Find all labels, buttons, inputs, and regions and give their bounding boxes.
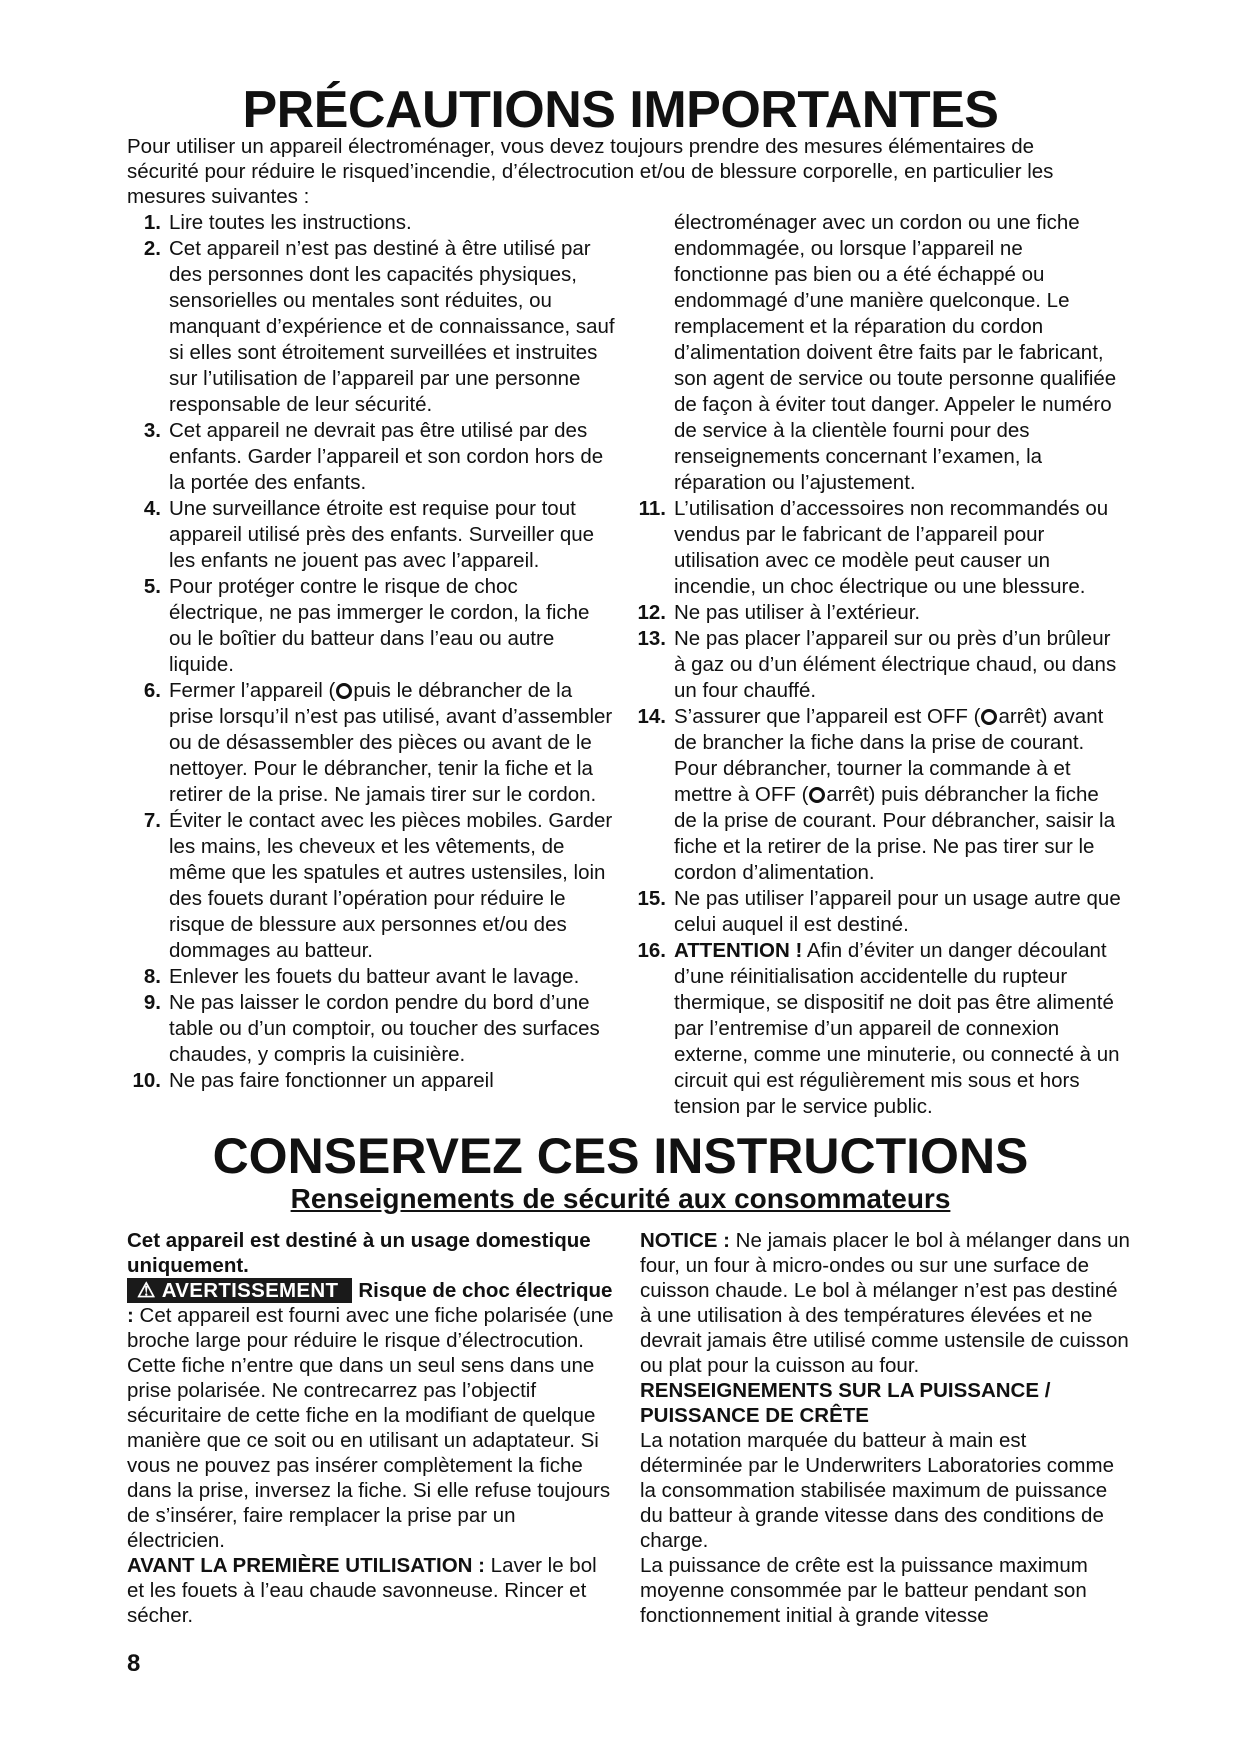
list-item: 10. Ne pas faire fonctionner un appareil [132, 1069, 494, 1092]
list-item: 5. Pour protéger contre le risque de choc électrique, ne pas immerger le cordon, la fiche ou le boîtier du batteur dans l’eau ou autre liquide. [143, 575, 590, 676]
power-off-icon [336, 683, 352, 699]
power-text-1: La notation marquée du batteur à main est déterminée par le Underwriters Laboratories comme la consommation stabilisée maximum de puissance du batteur à grande vitesse dans des conditions de charge. [640, 1429, 1114, 1552]
list-item: 15. Ne pas utiliser l’appareil pour un usage autre que celui auquel il est destiné. [637, 887, 1121, 936]
intro-paragraph: Pour utiliser un appareil électroménager, vous devez toujours prendre des mesures élémentaires de sécurité pour réduire le risqued’incendie, d’électrocution et/ou de blessure corporelle, en particulier les mesures suivantes : [127, 135, 1054, 208]
power-off-icon [981, 709, 997, 725]
list-item: 8. Enlever les fouets du batteur avant le lavage. [143, 965, 580, 988]
warning-triangle-icon: ⚠ [137, 1279, 156, 1302]
left-column [127, 210, 617, 1094]
list-item: 1. Lire toutes les instructions. [143, 211, 412, 234]
list-item: 14. S’assurer que l’appareil est OFF ( arrêt) avant de brancher la fiche dans la prise de courant. Pour débrancher, tourner la commande à et mettre à OFF ( arrêt) puis débrancher la fiche de la prise de courant. Pour débrancher, saisir la fiche et la retirer de la prise. Ne pas tirer sur le cordon d’alimentation. [637, 705, 1116, 884]
page-number: 8 [127, 1650, 141, 1677]
save-instructions-heading: CONSERVEZ CES INSTRUCTIONS [212, 1128, 1029, 1184]
list-item: 9. Ne pas laisser le cordon pendre du bord d’une table ou d’un comptoir, ou toucher des surfaces chaudes, y compris la cuisinière. [143, 991, 600, 1066]
list-item: 3. Cet appareil ne devrait pas être utilisé par des enfants. Garder l’appareil et son cordon hors de la portée des enfants. [143, 419, 604, 494]
list-item: 16. ATTENTION ! Afin d’éviter un danger découlant d’une réinitialisation accidentelle du rupteur thermique, se dispositif ne doit pas être alimenté par l’entremise d’un appareil de connexion externe, comme une minuterie, ou connecté à un circuit qui est régulièrement mis sous et hors tension par le service public. [637, 939, 1120, 1118]
consumer-safety-subtitle: Renseignements de sécurité aux consommateurs [290, 1183, 951, 1214]
list-item: 13. Ne pas placer l’appareil sur ou près d’un brûleur à gaz ou d’un élément électrique chaud, ou dans un four chauffé. [637, 627, 1117, 702]
list-item: 12. Ne pas utiliser à l’extérieur. [637, 601, 921, 624]
power-heading: RENSEIGNEMENTS SUR LA PUISSANCE / PUISSANCE DE CRÊTE [640, 1379, 1051, 1427]
power-text-2: La puissance de crête est la puissance maximum moyenne consommée par le batteur pendant son fonctionnement initial à grande vitesse [640, 1554, 1088, 1627]
power-off-icon [809, 787, 825, 803]
page-title: PRÉCAUTIONS IMPORTANTES [242, 81, 999, 139]
list-item: 4. Une surveillance étroite est requise pour tout appareil utilisé près des enfants. Surveiller que les enfants ne jouent pas avec l’appareil. [143, 497, 595, 572]
shock-warning: ⚠ AVERTISSEMENT Risque de choc électrique : Cet appareil est fourni avec une fiche polarisée (une broche large pour réduire le risque d’électrocution. Cette fiche n’entre que dans un seul sens dans une prise polarisée. Ne contrecarrez pas l’objectif sécuritaire de cette fiche en la modifiant de quelque manière que ce soit ou en utilisant un adaptateur. Si vous ne pouvez pas insérer complètement la fiche dans la prise, inversez la fiche. Si elle refuse toujours de s’insérer, faire remplacer la prise par un électricien. [127, 1279, 614, 1552]
list-item: 2. Cet appareil n’est pas destiné à être utilisé par des personnes dont les capacités physiques, sensorielles ou mentales sont réduites, ou manquant d’expérience et de connaissance, sauf si elles sont étroitement surveillées et instruites sur l’utilisation de l’appareil par une personne responsable de leur sécurité. [143, 237, 615, 416]
lower-right-column [640, 1228, 1130, 1628]
list-item: 7. Éviter le contact avec les pièces mobiles. Garder les mains, les cheveux et les vêtements, de même que les spatules et autres ustensiles, loin des fouets durant l’opération pour réduire le risque de blessure aux personnes et/ou des dommages au batteur. [143, 809, 613, 962]
right-column [632, 210, 1122, 1120]
lower-left-column [127, 1228, 617, 1628]
list-item: 11. L’utilisation d’accessoires non recommandés ou vendus par le fabricant de l’appareil pour utilisation avec ce modèle peut causer un incendie, un choc électrique ou une blessure. [638, 497, 1109, 598]
item-10-continuation: électroménager avec un cordon ou une fiche endommagée, ou lorsque l’appareil ne fonctionne pas bien ou a été échappé ou endommagé d’une manière quelconque. Le remplacement et la réparation du cordon d’alimentation doivent être faits par le fabricant, son agent de service ou toute personne qualifiée de façon à éviter tout danger. Appeler le numéro de service à la clientèle fourni pour des renseignements concernant l’examen, la réparation ou l’ajustement. [674, 211, 1117, 494]
domestic-use-note: Cet appareil est destiné à un usage domestique uniquement. [127, 1229, 591, 1277]
list-item: 6. Fermer l’appareil ( puis le débrancher de la prise lorsqu’il n’est pas utilisé, avant d’assembler ou de désassembler des pièces ou avant de le nettoyer. Pour le débrancher, tenir la fiche et la retirer de la prise. Ne jamais tirer sur le cordon. [143, 679, 613, 806]
warning-badge: ⚠ AVERTISSEMENT [127, 1278, 352, 1303]
notice-paragraph: NOTICE : Ne jamais placer le bol à mélanger dans un four, un four à micro-ondes ou sur une surface de cuisson chaude. Le bol à mélanger n’est pas destiné à une utilisation à des températures élevées et ne devrait jamais être utilisé comme ustensile de cuisson ou plat pour la cuisson au four. [640, 1229, 1130, 1377]
first-use-note: AVANT LA PREMIÈRE UTILISATION : Laver le bol et les fouets à l’eau chaude savonneuse. Rincer et sécher. [127, 1554, 597, 1627]
